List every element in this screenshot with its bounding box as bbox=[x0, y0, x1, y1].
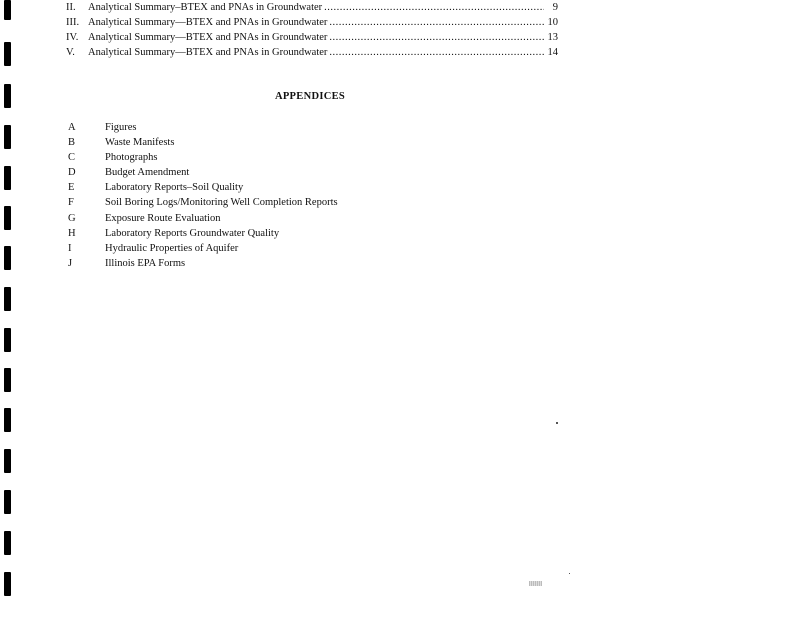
binder-mark bbox=[4, 206, 11, 230]
table-number: V. bbox=[66, 47, 75, 58]
appendix-entry bbox=[68, 120, 338, 135]
appendix-entry bbox=[68, 150, 338, 165]
scan-speck bbox=[569, 573, 570, 574]
appendix-title: Soil Boring Logs/Monitoring Well Completion Reports bbox=[105, 197, 338, 209]
appendix-letter: G bbox=[68, 212, 76, 224]
appendix-letter: D bbox=[68, 167, 76, 179]
table-number: IV. bbox=[66, 32, 79, 43]
table-page: 9 bbox=[552, 2, 558, 13]
appendix-entry bbox=[68, 165, 338, 180]
table-page: 10 bbox=[547, 17, 558, 28]
scan-speck bbox=[556, 422, 558, 424]
table-entry bbox=[66, 15, 558, 30]
appendix-entry bbox=[68, 195, 338, 210]
binder-mark bbox=[4, 408, 11, 432]
binder-mark bbox=[4, 125, 11, 149]
appendix-entry bbox=[68, 180, 338, 195]
appendix-letter: E bbox=[68, 182, 75, 194]
appendix-title: Hydraulic Properties of Aquifer bbox=[105, 242, 239, 254]
binder-mark bbox=[4, 490, 11, 514]
table-entry bbox=[66, 30, 558, 45]
binder-mark bbox=[4, 0, 11, 20]
appendix-title: Exposure Route Evaluation bbox=[105, 212, 221, 224]
appendix-title: Illinois EPA Forms bbox=[105, 257, 186, 269]
table-list bbox=[66, 0, 558, 60]
dot-leader bbox=[329, 30, 544, 45]
appendix-letter: H bbox=[68, 227, 76, 239]
appendix-entry bbox=[68, 135, 338, 150]
appendix-letter: B bbox=[68, 137, 76, 149]
binder-mark bbox=[4, 246, 11, 270]
appendix-letter: F bbox=[68, 197, 74, 209]
appendix-letter: A bbox=[68, 122, 76, 133]
appendix-entry bbox=[68, 241, 338, 256]
appendix-title: Laboratory Reports Groundwater Quality bbox=[105, 227, 280, 239]
binder-mark bbox=[4, 166, 11, 190]
appendix-list bbox=[68, 120, 338, 271]
binder-mark bbox=[4, 42, 11, 66]
table-title: Analytical Summary–BTEX and PNAs in Groundwater bbox=[88, 2, 323, 13]
table-page: 13 bbox=[547, 32, 558, 43]
table-page: 14 bbox=[547, 47, 558, 58]
appendix-entry bbox=[68, 211, 338, 226]
appendix-title: Budget Amendment bbox=[105, 167, 190, 179]
dot-leader bbox=[324, 0, 544, 15]
appendix-title: Laboratory Reports–Soil Quality bbox=[105, 182, 244, 194]
dot-leader bbox=[329, 45, 544, 60]
appendix-letter: J bbox=[68, 257, 73, 269]
appendix-letter: I bbox=[68, 242, 72, 254]
scan-smudge bbox=[529, 581, 542, 586]
table-title: Analytical Summary—BTEX and PNAs in Groundwater bbox=[88, 17, 328, 28]
binder-mark bbox=[4, 449, 11, 473]
binder-mark bbox=[4, 328, 11, 352]
appendix-title: Figures bbox=[105, 122, 137, 133]
binder-mark bbox=[4, 287, 11, 311]
table-entry bbox=[66, 45, 558, 60]
table-number: II. bbox=[66, 2, 76, 13]
binder-mark bbox=[4, 531, 11, 555]
table-number: III. bbox=[66, 17, 80, 28]
table-entry bbox=[66, 0, 558, 15]
binder-mark bbox=[4, 368, 11, 392]
appendix-entry bbox=[68, 256, 338, 271]
table-title: Analytical Summary—BTEX and PNAs in Groundwater bbox=[88, 32, 328, 43]
appendices-heading: APPENDICES bbox=[274, 91, 346, 102]
appendix-title: Photographs bbox=[105, 152, 158, 164]
table-title: Analytical Summary—BTEX and PNAs in Groundwater bbox=[88, 47, 328, 58]
appendix-letter: C bbox=[68, 152, 76, 164]
appendix-entry bbox=[68, 226, 338, 241]
binder-mark bbox=[4, 572, 11, 596]
dot-leader bbox=[329, 15, 544, 30]
appendix-title: Waste Manifests bbox=[105, 137, 175, 149]
